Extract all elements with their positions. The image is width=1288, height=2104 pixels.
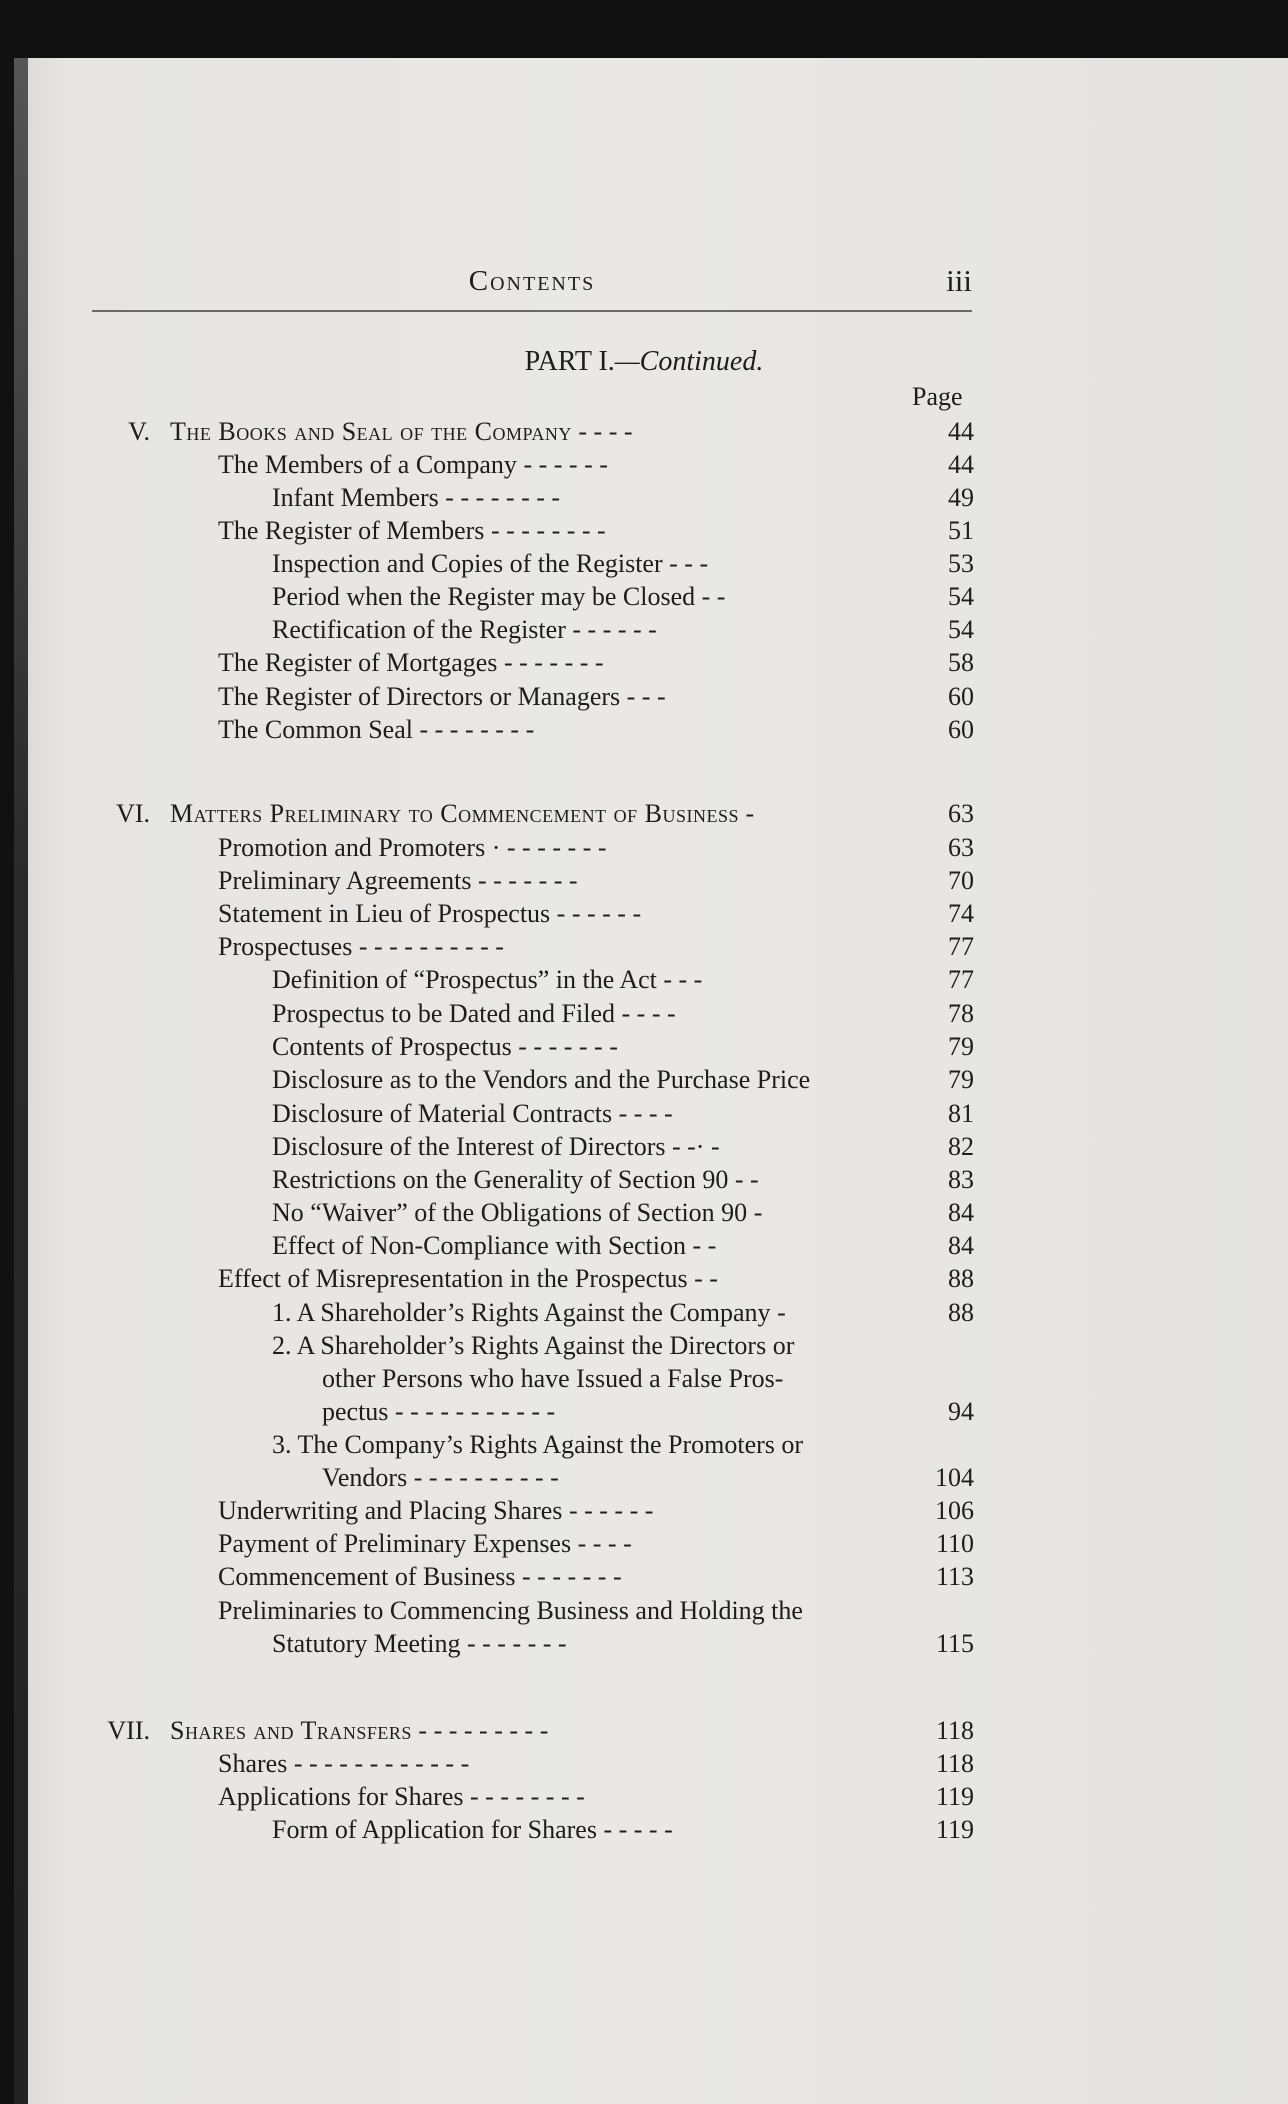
dot-leader: - - - - <box>615 999 676 1028</box>
toc-entry-row <box>0 1130 1288 1164</box>
entry-title: Inspection and Copies of the Register - - - <box>272 549 709 578</box>
page-number: 88 <box>948 1298 974 1327</box>
dot-leader: - <box>747 1198 763 1227</box>
entry-title: Disclosure of the Interest of Directors - -· - <box>272 1132 720 1161</box>
entry-title: No “Waiver” of the Obligations of Section 90 - <box>272 1198 763 1227</box>
entry-title: other Persons who have Issued a False Pros- <box>322 1364 784 1393</box>
toc-entry-row <box>0 831 1288 865</box>
toc-entry-row <box>0 897 1288 931</box>
dot-leader: - - - - - - - - <box>412 715 535 744</box>
dot-leader: - - - - - - <box>565 615 657 644</box>
toc-entry-row <box>0 1747 1288 1781</box>
page-number: 84 <box>948 1231 974 1260</box>
dot-leader: - - - - - - <box>550 899 642 928</box>
toc-entry-row <box>0 1527 1288 1561</box>
dot-leader: - - - - - - - - - - <box>407 1463 559 1492</box>
toc-entry-row <box>0 997 1288 1031</box>
dot-leader: - - - - - <box>596 1815 673 1844</box>
part-continued: —Continued. <box>614 346 764 377</box>
dot-leader: - <box>738 799 755 828</box>
toc-chapter-row <box>0 415 1288 449</box>
page-number: 54 <box>948 582 974 611</box>
entry-title: Effect of Non-Compliance with Section - - <box>272 1231 717 1260</box>
page-number: 110 <box>935 1529 974 1558</box>
entry-title: The Register of Mortgages - - - - - - - <box>218 648 604 677</box>
toc-entry-row <box>0 713 1288 747</box>
page-number: 106 <box>935 1496 974 1525</box>
toc-entry-row <box>0 580 1288 614</box>
page-number: 81 <box>948 1099 974 1128</box>
chapter-number: VI. <box>116 799 150 828</box>
toc-entry-row <box>0 646 1288 680</box>
page-number: 44 <box>948 417 974 446</box>
page-number: 74 <box>948 899 974 928</box>
toc-entry-row <box>0 1329 1288 1363</box>
entry-title: Contents of Prospectus - - - - - - - <box>272 1032 618 1061</box>
toc-entry-row <box>0 1229 1288 1263</box>
entry-title: The Common Seal - - - - - - - - <box>218 715 535 744</box>
dot-leader: - - - - - - - - - <box>411 1716 549 1745</box>
entry-title: Disclosure as to the Vendors and the Purchase Price <box>272 1065 811 1094</box>
chapter-number: VII. <box>107 1716 150 1745</box>
dot-leader: - - - <box>662 549 709 578</box>
dot-leader: - - - - - - - <box>471 866 578 895</box>
dot-leader: - - - - - - <box>516 450 608 479</box>
toc-entry-row <box>0 1594 1288 1628</box>
toc-entry-row <box>0 1428 1288 1462</box>
dot-leader: - - - <box>656 965 703 994</box>
dot-leader: - - - - <box>571 417 633 446</box>
page-number: 54 <box>948 615 974 644</box>
page-number: 113 <box>935 1562 974 1591</box>
page-number: 84 <box>948 1198 974 1227</box>
toc-entry-row <box>0 448 1288 482</box>
dot-leader: - - - - - - - <box>497 648 604 677</box>
chapter-title: The Books and Seal of the Company - - - - <box>170 417 633 446</box>
dot-leader: - - <box>695 582 726 611</box>
page-number: 118 <box>935 1716 974 1745</box>
toc-entry-row <box>0 1097 1288 1131</box>
dot-leader: · - - - - - - - <box>485 833 607 862</box>
page-number: 79 <box>948 1065 974 1094</box>
entry-title: Shares - - - - - - - - - - - - <box>218 1749 470 1778</box>
dot-leader: - - <box>687 1264 718 1293</box>
entry-title: The Register of Directors or Managers - - - <box>218 682 666 711</box>
entry-title: Underwriting and Placing Shares - - - - - - <box>218 1496 654 1525</box>
entry-title: Period when the Register may be Closed - - <box>272 582 726 611</box>
entry-title: Statement in Lieu of Prospectus - - - - - - <box>218 899 642 928</box>
entry-title: Prospectuses - - - - - - - - - - <box>218 932 504 961</box>
dot-leader: - <box>770 1298 786 1327</box>
page-number: 119 <box>935 1782 974 1811</box>
dot-leader: - - <box>728 1165 759 1194</box>
dot-leader: - - <box>685 1231 717 1260</box>
entry-title: Rectification of the Register - - - - - - <box>272 615 657 644</box>
dot-leader: - - - - - - - - - - <box>352 932 504 961</box>
toc-entry-row <box>0 1362 1288 1396</box>
entry-title: Effect of Misrepresentation in the Prospectus - - <box>218 1264 718 1293</box>
page-number: 118 <box>935 1749 974 1778</box>
toc-entry-row <box>0 1780 1288 1814</box>
toc-entry-row <box>0 1494 1288 1528</box>
dot-leader: - - - - <box>571 1529 632 1558</box>
dot-leader: - - - - - - - <box>511 1032 618 1061</box>
toc-entry-row <box>0 1813 1288 1847</box>
page-number: 60 <box>948 715 974 744</box>
entry-title: Form of Application for Shares - - - - - <box>272 1815 673 1844</box>
toc-entry-row <box>0 680 1288 714</box>
page-number: 53 <box>948 549 974 578</box>
page-number: 60 <box>948 682 974 711</box>
page-number: 63 <box>948 833 974 862</box>
entry-title: Statutory Meeting - - - - - - - <box>272 1629 567 1658</box>
page-number: 83 <box>948 1165 974 1194</box>
toc-entry-row <box>0 1196 1288 1230</box>
entry-title: 2. A Shareholder’s Rights Against the Directors or <box>272 1331 795 1360</box>
page-number: 77 <box>948 965 974 994</box>
entry-title: Disclosure of Material Contracts - - - - <box>272 1099 673 1128</box>
toc-entry-row <box>0 481 1288 515</box>
toc-entry-row <box>0 1296 1288 1330</box>
header-title: Contents <box>468 265 596 297</box>
page-number: 70 <box>948 866 974 895</box>
part-label: PART I. <box>524 346 615 377</box>
dot-leader: - -· - <box>665 1132 720 1161</box>
page-number: 77 <box>948 932 974 961</box>
page-number: 94 <box>948 1397 974 1426</box>
page-number: 79 <box>948 1032 974 1061</box>
toc-chapter-row <box>0 1714 1288 1748</box>
entry-title: Vendors - - - - - - - - - - <box>322 1463 559 1492</box>
entry-title: Applications for Shares - - - - - - - - <box>218 1782 585 1811</box>
entry-title: Prospectus to be Dated and Filed - - - - <box>272 999 676 1028</box>
entry-title: Infant Members - - - - - - - - <box>272 483 561 512</box>
dot-leader: - - - - - - - <box>460 1629 567 1658</box>
dot-leader: - - - - - - <box>562 1496 654 1525</box>
running-header <box>92 255 972 305</box>
toc-entry-row <box>0 1395 1288 1429</box>
toc-entry-row <box>0 514 1288 548</box>
page-number: 104 <box>935 1463 974 1492</box>
chapter-number: V. <box>128 417 150 446</box>
dot-leader: - - - - - - - - <box>484 516 606 545</box>
toc-entry-row <box>0 1560 1288 1594</box>
entry-title: 3. The Company’s Rights Against the Promoters or <box>272 1430 804 1459</box>
dot-leader: - - - - - - - <box>515 1562 622 1591</box>
page-number: 51 <box>948 516 974 545</box>
entry-title: Definition of “Prospectus” in the Act - - - <box>272 965 703 994</box>
chapter-title: Shares and Transfers - - - - - - - - - <box>170 1716 549 1745</box>
dot-leader: - - - - - - - - <box>438 483 561 512</box>
entry-title: Payment of Preliminary Expenses - - - - <box>218 1529 632 1558</box>
toc-chapter-row <box>0 797 1288 831</box>
entry-title: Promotion and Promoters · - - - - - - - <box>218 833 607 862</box>
entry-title: The Members of a Company - - - - - - <box>218 450 608 479</box>
dot-leader: - - - - <box>612 1099 673 1128</box>
toc-entry-row <box>0 1262 1288 1296</box>
page-number: 119 <box>935 1815 974 1844</box>
toc-entry-row <box>0 1163 1288 1197</box>
entry-title: Preliminary Agreements - - - - - - - <box>218 866 578 895</box>
entry-title: pectus - - - - - - - - - - - <box>322 1397 556 1426</box>
part-heading <box>0 346 1288 378</box>
toc-entry-row <box>0 864 1288 898</box>
page-number: 63 <box>948 799 974 828</box>
page-number: 78 <box>948 999 974 1028</box>
dot-leader: - - - - - - - - - - - <box>388 1397 556 1426</box>
toc-entry-row <box>0 963 1288 997</box>
entry-title: The Register of Members - - - - - - - - <box>218 516 606 545</box>
chapter-title: Matters Preliminary to Commencement of Business - <box>170 799 755 828</box>
dot-leader: - - - <box>620 682 666 711</box>
toc-entry-row <box>0 613 1288 647</box>
toc-entry-row <box>0 930 1288 964</box>
entry-title: Preliminaries to Commencing Business and Holding the <box>218 1596 803 1625</box>
page-number: 82 <box>948 1132 974 1161</box>
header-page-number: iii <box>946 263 972 298</box>
dot-leader: - - - - - - - - - - - - <box>287 1749 470 1778</box>
page-number: 115 <box>935 1629 974 1658</box>
toc-entry-row <box>0 1461 1288 1495</box>
page-number: 44 <box>948 450 974 479</box>
header-rule <box>92 310 972 312</box>
entry-title: 1. A Shareholder’s Rights Against the Company - <box>272 1298 786 1327</box>
page-number: 88 <box>948 1264 974 1293</box>
entry-title: Restrictions on the Generality of Section 90 - - <box>272 1165 759 1194</box>
entry-title: Commencement of Business - - - - - - - <box>218 1562 622 1591</box>
dot-leader: - - - - - - - - <box>463 1782 585 1811</box>
page-number: 49 <box>948 483 974 512</box>
page-column-label: Page <box>912 382 963 411</box>
toc-entry-row <box>0 547 1288 581</box>
page-number: 58 <box>948 648 974 677</box>
toc-entry-row <box>0 1627 1288 1661</box>
toc-entry-row <box>0 1063 1288 1097</box>
toc-entry-row <box>0 1030 1288 1064</box>
